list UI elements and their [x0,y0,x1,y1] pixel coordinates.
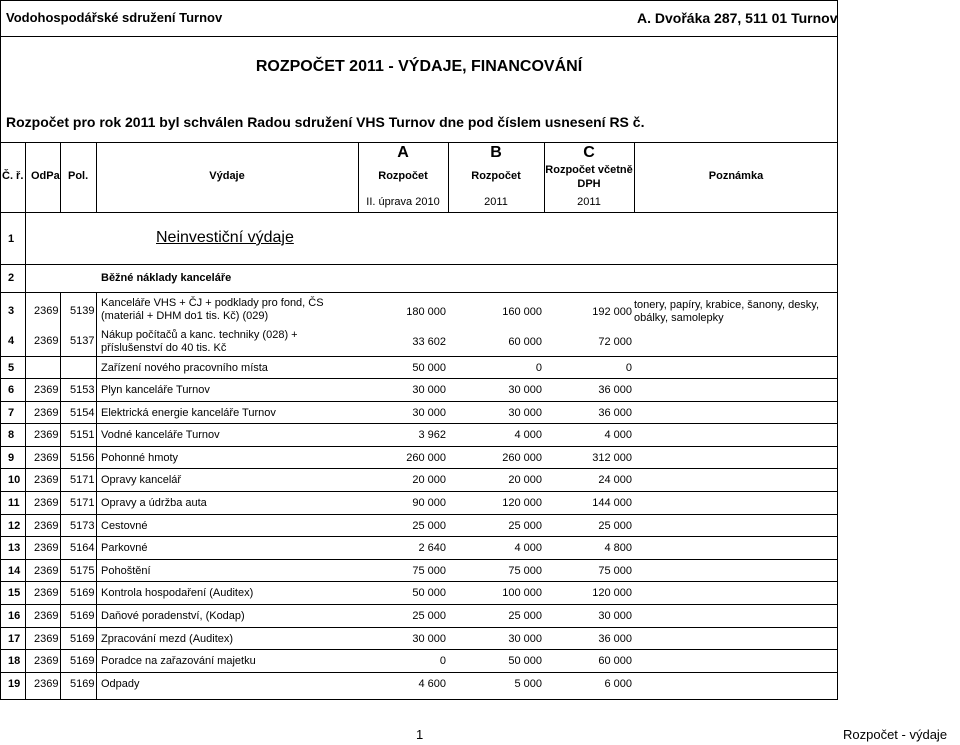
organization-address: A. Dvořáka 287, 511 01 Turnov [637,10,838,26]
row-number: 10 [8,474,21,486]
description-cell: Zařízení nového pracovního místa [101,362,268,374]
page-title: ROZPOČET 2011 - VÝDAJE, FINANCOVÁNÍ [255,58,583,75]
description-cell: Plyn kanceláře Turnov [101,384,210,396]
value-a: 4 600 [418,678,446,690]
description-cell: Pohonné hmoty [101,452,179,464]
value-b: 30 000 [508,407,542,419]
description-cell: Odpady [101,678,140,690]
row-divider [0,356,838,357]
value-a: 30 000 [412,633,446,645]
pol-cell: 5171 [70,497,95,509]
row-divider [0,604,838,605]
value-a: 33 602 [412,336,446,348]
col-c-sub: 2011 [577,196,601,208]
value-a: 260 000 [406,452,446,464]
value-a: 30 000 [412,407,446,419]
row-number: 7 [8,407,15,419]
value-b: 160 000 [502,306,542,318]
value-c: 0 [625,362,632,374]
row-divider [0,559,838,560]
value-a: 50 000 [412,587,446,599]
col-pol: Pol. [68,170,89,182]
value-a: 2 640 [418,542,446,554]
value-b: 25 000 [508,520,542,532]
header-bottom-border [0,212,838,213]
value-b: 75 000 [508,565,542,577]
pol-cell: 5153 [70,384,95,396]
col-a-label: Rozpočet [378,170,428,182]
footer-label: Rozpočet - výdaje [843,727,948,742]
pol-cell: 5169 [70,633,95,645]
row-number: 19 [8,678,21,690]
description-cell: Nákup počítačů a kanc. techniky (028) + příslušenství do 40 tis. Kč [101,329,298,354]
value-a: 30 000 [412,384,446,396]
col-a-sub: II. úprava 2010 [366,196,440,208]
row-number: 12 [8,520,21,532]
row-divider [0,378,838,379]
col-a-letter: A [397,144,409,161]
value-c: 75 000 [598,565,632,577]
col-b-sub: 2011 [484,196,508,208]
pol-cell: 5175 [70,565,95,577]
value-c: 60 000 [598,655,632,667]
pol-cell: 5169 [70,610,95,622]
col-c-label: Rozpočet včetně DPH [545,164,633,190]
page-number: 1 [416,727,424,742]
section-number: 1 [8,233,15,245]
value-c: 4 800 [604,542,632,554]
section-number: 2 [8,272,15,284]
description-cell: Pohoštění [101,565,151,577]
description-cell: Elektrická energie kanceláře Turnov [101,407,276,419]
row-divider [0,446,838,447]
column-border [25,142,26,700]
pol-cell: 5139 [70,305,95,317]
description-cell: Cestovné [101,520,148,532]
value-b: 25 000 [508,610,542,622]
value-a: 75 000 [412,565,446,577]
pol-cell: 5169 [70,655,95,667]
pol-cell: 5137 [70,335,95,347]
value-c: 36 000 [598,407,632,419]
value-b: 260 000 [502,452,542,464]
odpa-cell: 2369 [34,520,59,532]
row-divider [0,536,838,537]
pol-cell: 5173 [70,520,95,532]
row-number: 14 [8,565,21,577]
pol-cell: 5171 [70,474,95,486]
value-a: 50 000 [412,362,446,374]
row-number: 4 [8,335,15,347]
col-vydaje: Výdaje [209,170,245,182]
col-b-label: Rozpočet [471,170,521,182]
odpa-cell: 2369 [34,429,59,441]
row-divider [0,401,838,402]
col-cr: Č. ř. [2,170,24,182]
row-divider [0,581,838,582]
odpa-cell: 2369 [34,497,59,509]
section-heading: Neinvestiční výdaje [156,229,294,246]
row-number: 3 [8,305,15,317]
odpa-cell: 2369 [34,384,59,396]
row-divider [0,292,838,293]
row-number: 9 [8,452,15,464]
description-cell: Daňové poradenství, (Kodap) [101,610,245,622]
pol-cell: 5169 [70,678,95,690]
value-c: 30 000 [598,610,632,622]
value-b: 4 000 [514,542,542,554]
value-b: 50 000 [508,655,542,667]
description-cell: Opravy a údržba auta [101,497,207,509]
row-number: 6 [8,384,15,396]
value-a: 0 [439,655,446,667]
value-b: 20 000 [508,474,542,486]
row-divider [0,627,838,628]
odpa-cell: 2369 [34,678,59,690]
pol-cell: 5164 [70,542,95,554]
column-border [96,292,97,700]
column-border [60,292,61,700]
value-c: 4 000 [604,429,632,441]
value-b: 30 000 [508,384,542,396]
odpa-cell: 2369 [34,452,59,464]
value-a: 180 000 [406,306,446,318]
odpa-cell: 2369 [34,542,59,554]
value-a: 25 000 [412,520,446,532]
value-b: 100 000 [502,587,542,599]
row-divider [0,514,838,515]
odpa-cell: 2369 [34,633,59,645]
value-a: 25 000 [412,610,446,622]
row-number: 18 [8,655,21,667]
value-c: 312 000 [592,452,632,464]
value-c: 25 000 [598,520,632,532]
odpa-cell: 2369 [34,610,59,622]
row-number: 15 [8,587,21,599]
col-c-letter: C [583,144,595,161]
row-number: 8 [8,429,15,441]
row-divider [0,423,838,424]
row-divider [0,649,838,650]
value-c: 6 000 [604,678,632,690]
odpa-cell: 2369 [34,587,59,599]
note-cell: tonery, papíry, krabice, šanony, desky, obálky, samolepky [634,299,820,324]
value-b: 30 000 [508,633,542,645]
value-a: 90 000 [412,497,446,509]
value-b: 0 [535,362,542,374]
pol-cell: 5156 [70,452,95,464]
value-a: 20 000 [412,474,446,486]
value-c: 120 000 [592,587,632,599]
description-cell: Vodné kanceláře Turnov [101,429,220,441]
description-cell: Zpracování mezd (Auditex) [101,633,234,645]
description-cell: Opravy kancelář [101,474,182,486]
odpa-cell: 2369 [34,305,59,317]
description-cell: Parkovné [101,542,148,554]
subsection-heading: Běžné náklady kanceláře [101,272,232,284]
value-b: 60 000 [508,336,542,348]
value-c: 144 000 [592,497,632,509]
col-odpa: OdPa [31,170,60,182]
description-cell: Kontrola hospodaření (Auditex) [101,587,254,599]
description-cell: Kanceláře VHS + ČJ + podklady pro fond, ČS (materiál + DHM do1 tis. Kč) (029) [101,297,324,322]
odpa-cell: 2369 [34,655,59,667]
divider [0,36,838,37]
value-b: 4 000 [514,429,542,441]
row-number: 5 [8,362,15,374]
row-number: 13 [8,542,21,554]
value-c: 72 000 [598,336,632,348]
pol-cell: 5154 [70,407,95,419]
table-top-border [0,142,838,143]
odpa-cell: 2369 [34,565,59,577]
description-cell: Poradce na zařazování majetku [101,655,256,667]
row-number: 11 [8,497,20,509]
value-b: 5 000 [514,678,542,690]
odpa-cell: 2369 [34,335,59,347]
row-number: 17 [8,633,21,645]
odpa-cell: 2369 [34,474,59,486]
row-number: 16 [8,610,21,622]
value-c: 36 000 [598,384,632,396]
row-divider [0,491,838,492]
value-c: 36 000 [598,633,632,645]
col-poznamka: Poznámka [708,170,764,182]
value-b: 120 000 [502,497,542,509]
column-border [60,142,61,212]
value-c: 192 000 [592,306,632,318]
pol-cell: 5169 [70,587,95,599]
col-b-letter: B [490,144,502,161]
row-divider [0,468,838,469]
approval-text: Rozpočet pro rok 2011 byl schválen Radou sdružení VHS Turnov dne pod číslem usnesení RS č. [6,114,645,130]
row-divider [0,672,838,673]
row-divider [0,264,838,265]
odpa-cell: 2369 [34,407,59,419]
value-c: 24 000 [598,474,632,486]
value-a: 3 962 [418,429,446,441]
organization-name: Vodohospodářské sdružení Turnov [6,10,223,25]
pol-cell: 5151 [70,429,95,441]
